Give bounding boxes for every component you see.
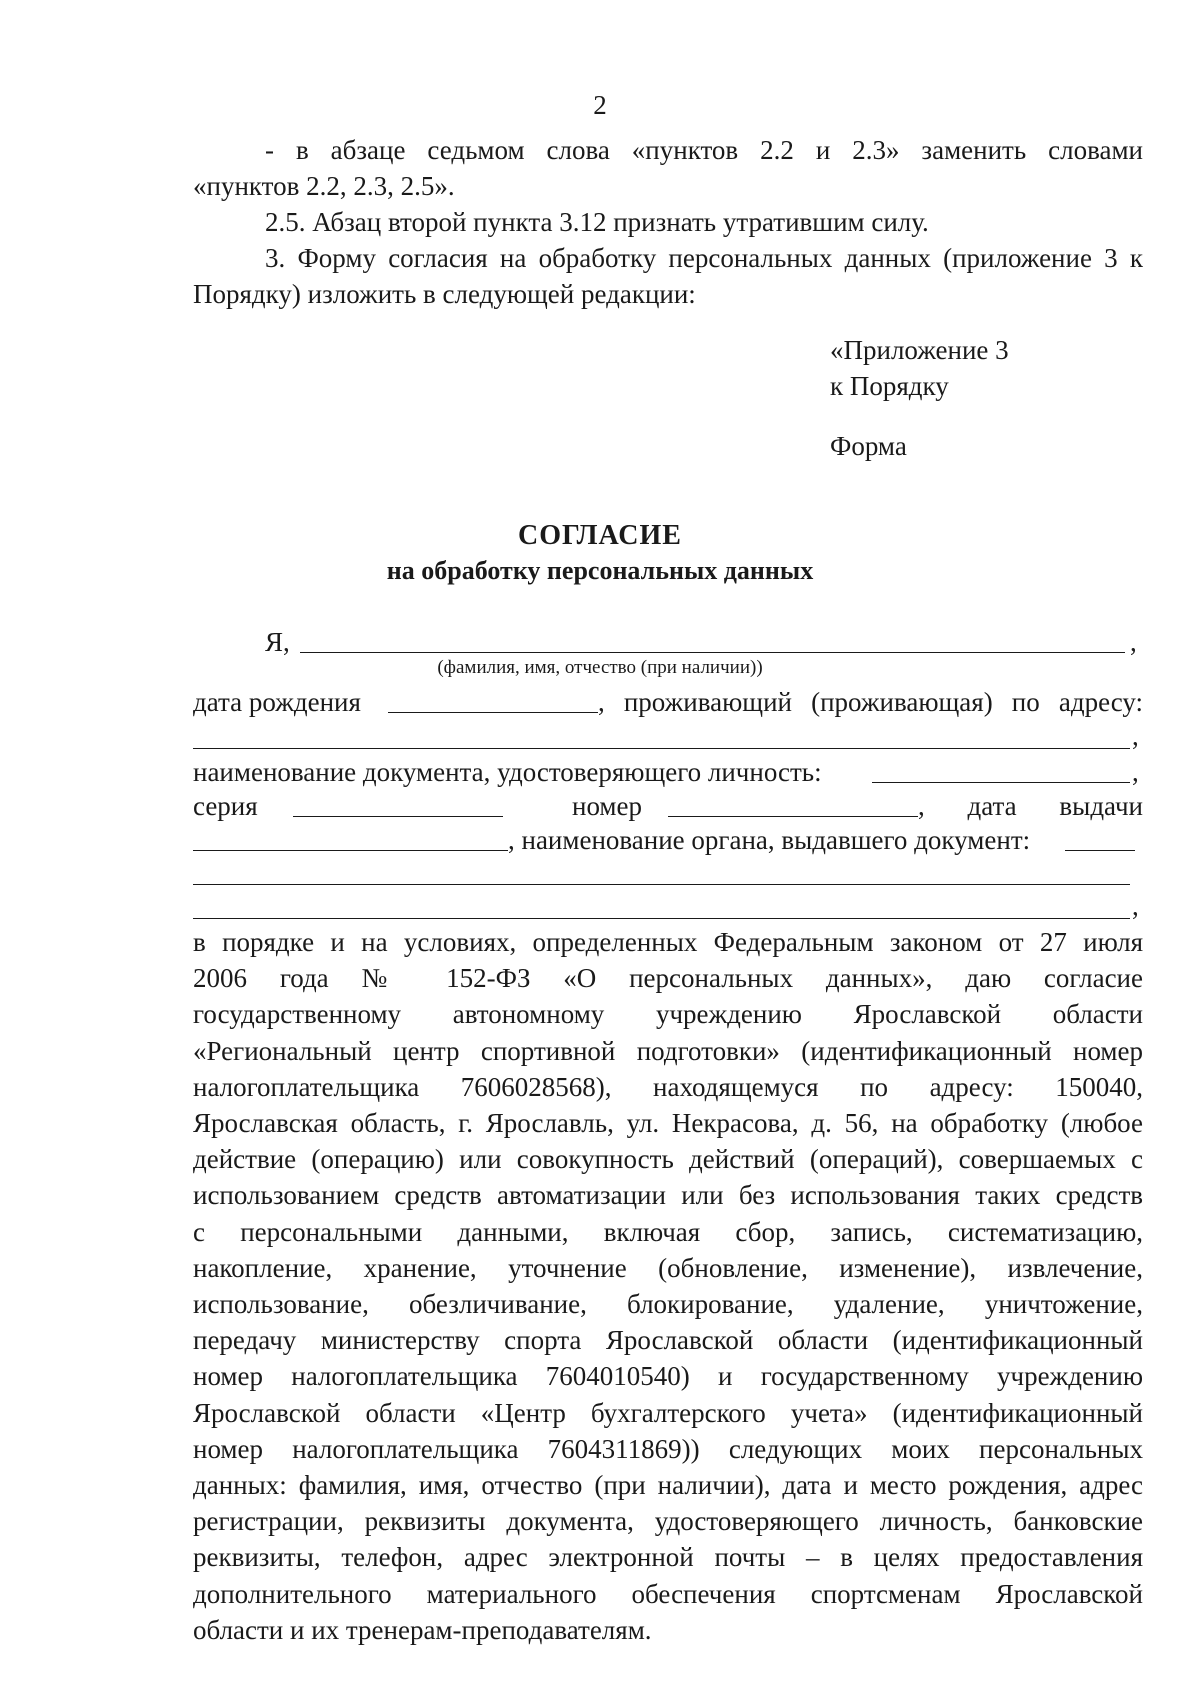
issue-date-field-line[interactable] [193, 850, 508, 851]
issuer-field-line-1[interactable] [1065, 850, 1135, 851]
consent-body-line: накопление, хранение, уточнение (обновление, изменение), извлечение, [193, 1252, 1143, 1283]
series-label: серия [193, 791, 258, 821]
number-label: номер [572, 791, 643, 821]
issuer-field-line-3[interactable] [193, 918, 1130, 919]
consent-body-line: государственному автономному учреждению Ярославской области [193, 999, 1143, 1030]
issue-date-label: , дата выдачи [918, 791, 1143, 821]
page-number: 2 [593, 90, 607, 120]
consent-body-line: «Региональный центр спортивной подготовки» (идентификационный номер [193, 1035, 1143, 1066]
consent-body-line: реквизиты, телефон, адрес электронной почты – в целях предоставления [193, 1542, 1143, 1573]
birth-date-label: дата рождения [193, 687, 361, 717]
issuer-comma: , [1132, 891, 1139, 921]
address-label: , проживающий (проживающая) по адресу: [598, 687, 1143, 717]
fio-caption: (фамилия, имя, отчество (при наличии)) [437, 657, 763, 678]
number-field-line[interactable] [668, 816, 918, 817]
consent-body-line: Ярославской области «Центр бухгалтерского учета» (идентификационный [193, 1397, 1143, 1428]
intro-line-3: 2.5. Абзац второй пункта 3.12 признать утратившим силу. [265, 207, 929, 237]
doc-name-field-line[interactable] [872, 782, 1130, 783]
consent-body-line: с персональными данными, включая сбор, запись, систематизацию, [193, 1216, 1143, 1247]
issuer-field-line-2[interactable] [193, 884, 1130, 885]
birth-date-field-line[interactable] [388, 712, 598, 713]
address-comma: , [1132, 721, 1139, 751]
consent-body-line: данных: фамилия, имя, отчество (при наличии), дата и место рождения, адрес [193, 1470, 1143, 1500]
consent-body-line: использованием средств автоматизации или без использования таких средств [193, 1180, 1143, 1211]
document-subtitle: на обработку персональных данных [386, 556, 814, 585]
consent-body-line: Ярославская область, г. Ярославль, ул. Некрасова, д. 56, на обработку (любое [193, 1108, 1143, 1138]
consent-body-line: 2006 года № 152-ФЗ «О персональных данных», даю согласие [193, 963, 1143, 994]
issuer-label: , наименование органа, выдавшего документ: [508, 825, 1031, 855]
consent-body-line: налогоплательщика 7606028568), находящемуся по адресу: 150040, [193, 1071, 1143, 1102]
appendix-line-2: к Порядку [830, 371, 949, 401]
consent-body-line: номер налогоплательщика 7604311869)) следующих моих персональных [193, 1433, 1143, 1464]
doc-name-label: наименование документа, удостоверяющего личность: [193, 757, 822, 787]
appendix-line-1: «Приложение 3 [830, 335, 1009, 365]
consent-body-line: передачу министерству спорта Ярославской области (идентификационный [193, 1325, 1143, 1356]
fio-comma: , [1130, 627, 1137, 657]
consent-body-line: использование, обезличивание, блокирование, удаление, уничтожение, [193, 1289, 1143, 1319]
document-title: СОГЛАСИЕ [518, 520, 682, 551]
intro-line-5: Порядку) изложить в следующей редакции: [193, 279, 696, 309]
consent-body-line: регистрации, реквизиты документа, удостоверяющего личность, банковские [193, 1506, 1143, 1537]
form-label: Форма [830, 431, 907, 461]
consent-body-line: в порядке и на условиях, определенных Федеральным законом от 27 июля [193, 927, 1143, 957]
intro-line-2: «пунктов 2.2, 2.3, 2.5». [193, 171, 455, 201]
consent-body-line: дополнительного материального обеспечения спортсменам Ярославской [193, 1578, 1143, 1609]
intro-line-1: - в абзаце седьмом слова «пунктов 2.2 и 2.3» заменить словами [265, 135, 1143, 165]
doc-name-comma: , [1132, 757, 1139, 787]
consent-body-line: действие (операцию) или совокупность действий (операций), совершаемых с [193, 1144, 1143, 1175]
series-field-line[interactable] [293, 816, 503, 817]
ya-label: Я, [265, 627, 290, 657]
intro-line-4: 3. Форму согласия на обработку персональных данных (приложение 3 к [265, 243, 1143, 273]
consent-body-last-line: области и их тренерам-преподавателям. [193, 1614, 652, 1645]
address-field-line[interactable] [193, 748, 1130, 749]
fio-field-line[interactable] [300, 652, 1125, 653]
consent-body-line: номер налогоплательщика 7604010540) и государственному учреждению [193, 1361, 1143, 1392]
